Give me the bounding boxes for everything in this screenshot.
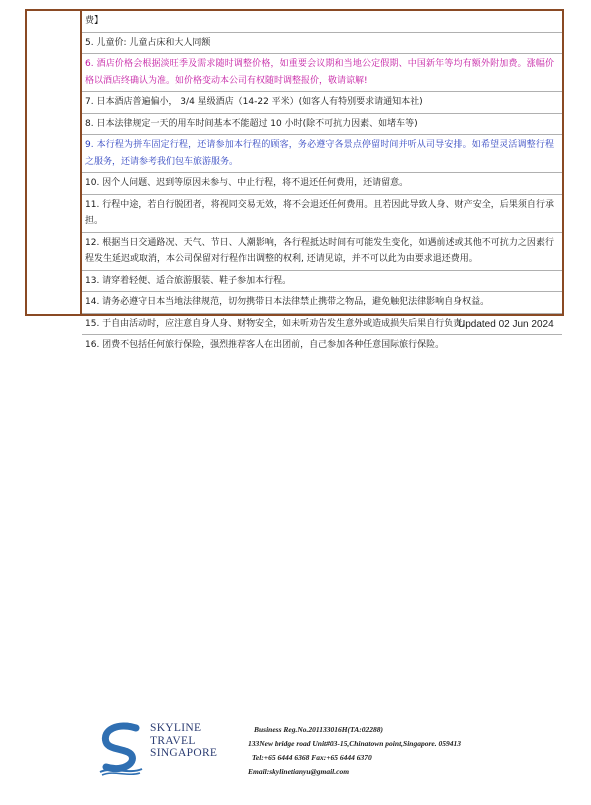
address: 133New bridge road Unit#03-15,Chinatown point,Singapore. 059413 — [248, 739, 461, 748]
email: Email:skylinetianyu@gmail.com — [248, 767, 350, 776]
table-left-column — [27, 11, 82, 314]
note-row: 6. 酒店价格会根据淡旺季及需求随时调整价格，如重要会议期和当地公定假期、中国新年等均有额外附加费。涨幅价格以酒店终确认为准。如价格变动本公司有权随时调整报价，敬请谅解! — [82, 54, 562, 92]
note-row: 9. 本行程为拼车固定行程，还请参加本行程的顾客，务必遵守各景点停留时间并听从司导安排。如希望灵活调整行程之服务，还请参考我们包车旅游服务。 — [82, 135, 562, 173]
note-row: 14. 请务必遵守日本当地法律规范，切勿携带日本法律禁止携带之物品，避免触犯法律影响自身权益。 — [82, 292, 562, 314]
skyline-logo-icon — [96, 720, 148, 776]
brand-line: SKYLINE — [150, 722, 202, 734]
note-row: 15. 于自由活动时，应注意自身人身、财物安全，如未听劝告发生意外或造成损失后果自行负责。 — [82, 314, 562, 336]
note-row: 7. 日本酒店普遍偏小， 3/4 星级酒店（14-22 平米）(如客人有特别要求请通知本社) — [82, 92, 562, 114]
business-reg: Business Reg.No.201133016H(TA:02288) — [254, 725, 383, 734]
brand-name — [150, 722, 217, 760]
note-row: 8. 日本法律规定一天的用车时间基本不能超过 10 小时(除不可抗力因素、如堵车等) — [82, 114, 562, 136]
note-row: 16. 团费不包括任何旅行保险，强烈推荐客人在出团前，自己参加各种任意国际旅行保险。 — [85, 340, 445, 350]
note-row: 5. 儿童价: 儿童占床和大人同额 — [82, 33, 562, 55]
contact-numbers: Tel:+65 6444 6368 Fax:+65 6444 6370 — [252, 753, 372, 762]
note-row: 13. 请穿着轻便、适合旅游服装、鞋子参加本行程。 — [82, 271, 562, 293]
note-row: 11. 行程中途，若自行脱团者，将视同交易无效，将不会退还任何费用。且若因此导致人身、财产安全，后果须自行承担。 — [82, 195, 562, 233]
updated-date: Updated 02 Jun 2024 — [458, 319, 554, 330]
note-row: 10. 因个人问题、迟到等原因未参与、中止行程，将不退还任何费用，还请留意。 — [82, 173, 562, 195]
note-row: 费】 — [82, 11, 562, 33]
business-info — [248, 723, 461, 779]
brand-line: SINGAPORE — [150, 747, 218, 759]
brand-line: TRAVEL — [150, 734, 196, 747]
note-row: 12. 根据当日交通路况、天气、节日、人潮影响，各行程抵达时间有可能发生变化，如遇前述或其他不可抗力之因素行程发生延迟或取消，本公司保留对行程作出调整的权利, 还请见谅，并不可以此为由要求退还费用。 — [82, 233, 562, 271]
